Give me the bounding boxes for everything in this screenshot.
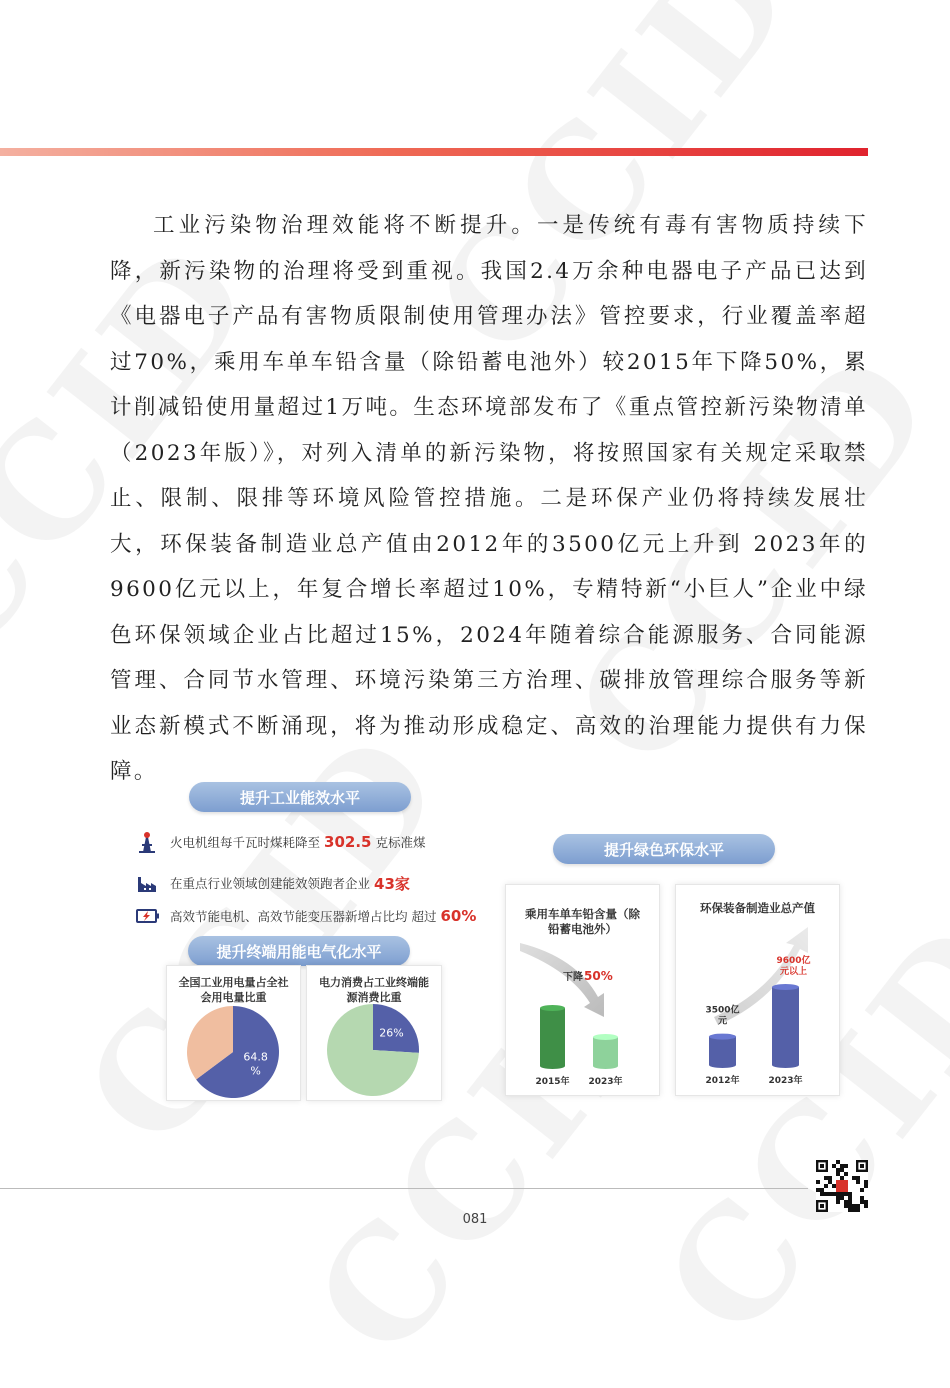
footer-rule bbox=[0, 1188, 808, 1189]
metric-prefix: 在重点行业领域创建能效领跑者企业 bbox=[170, 876, 371, 891]
header-accent-rule bbox=[0, 148, 868, 156]
body-paragraph: 工业污染物治理效能将不断提升。一是传统有毒有害物质持续下降，新污染物的治理将受到重视。我国2.4万余种电器电子产品已达到《电器电子产品有害物质限制使用管理办法》管控要求，行业覆盖率超过70%，乘用车单车铅含量（除铅蓄电池外）较2015年下降50%，累计削减铅使用量超过1万吨。生态环境部发布了《重点管控新污染物清单（2023年版）》，对列入清单的新污染物，将按照国家有关规定采取禁止、限制、限排等环境风险管控措施。二是环保产业仍将持续发展壮大，环保装备制造业总产值由2012年的3500亿元上升到 2023年的9600亿元以上，年复合增长率超过10%，专精特新“小巨人”企业中绿色环保领域企业占比超过15%，2024年随着综合能源服务、合同能源管理、合同节水管理、环境污染第三方治理、碳排放管理综合服务等新业态新模式不断涌现，将为推动形成稳定、高效的治理能力提供有力保障。 bbox=[110, 213, 868, 784]
section-pill-energy-efficiency: 提升工业能效水平 bbox=[189, 782, 411, 812]
metric-value: 302.5 bbox=[324, 833, 372, 851]
metric-value: 43家 bbox=[374, 874, 410, 893]
decrease-annotation-value: 50% bbox=[584, 969, 613, 983]
metric-coal-consumption bbox=[136, 830, 425, 854]
bar bbox=[709, 1034, 736, 1068]
bar-category-label: 2012年 bbox=[705, 1076, 740, 1086]
qr-code bbox=[816, 1160, 868, 1212]
pie-title: 电力消费占工业终端能源消费比重 bbox=[319, 976, 429, 1004]
pie-slice-label: 26% bbox=[379, 1026, 404, 1040]
bar-chart-title: 乘用车单车铅含量（除铅蓄电池外） bbox=[525, 907, 640, 936]
bar-value-label: 3500亿元 bbox=[705, 1005, 740, 1027]
page-number: 081 bbox=[462, 1212, 488, 1227]
bar bbox=[540, 1005, 565, 1069]
section-pill-electrification: 提升终端用能电气化水平 bbox=[188, 936, 410, 966]
battery-charge-icon bbox=[136, 905, 158, 927]
pie-card-power-consumption bbox=[306, 965, 442, 1101]
pie-chart-power-consumption bbox=[326, 1003, 420, 1097]
bar-card-equipment-output bbox=[675, 884, 840, 1096]
metric-value: 60% bbox=[440, 907, 477, 925]
section-pill-green-protection: 提升绿色环保水平 bbox=[553, 834, 775, 864]
bar-card-lead-content bbox=[505, 884, 660, 1096]
metric-suffix: 克标准煤 bbox=[375, 835, 426, 850]
bar-category-label: 2015年 bbox=[535, 1077, 570, 1087]
pie-chart-industrial-electricity bbox=[186, 1005, 280, 1099]
power-plant-icon bbox=[136, 831, 158, 853]
metric-prefix: 火电机组每千瓦时煤耗降至 bbox=[170, 835, 321, 850]
metric-efficiency-leaders bbox=[136, 871, 414, 895]
bar bbox=[593, 1034, 618, 1069]
bar bbox=[772, 984, 799, 1068]
pie-card-industrial-electricity bbox=[166, 965, 301, 1101]
decrease-annotation-prefix: 下降 bbox=[563, 972, 583, 983]
bar-chart-lead-content bbox=[506, 885, 659, 1095]
metric-prefix: 高效节能电机、高效节能变压器新增占比均 超过 bbox=[170, 909, 437, 924]
bar-chart-equipment-output bbox=[676, 885, 839, 1095]
metric-efficient-motors bbox=[136, 904, 480, 928]
factory-icon bbox=[136, 872, 158, 894]
bar-chart-title: 环保装备制造业总产值 bbox=[700, 901, 815, 915]
bar-value-label: 9600亿元以上 bbox=[776, 956, 811, 977]
pie-slice-label: 64.8 % bbox=[243, 1050, 268, 1078]
bar-category-label: 2023年 bbox=[768, 1076, 803, 1086]
pie-title: 全国工业用电量占全社会用电量比重 bbox=[178, 976, 289, 1004]
bar-category-label: 2023年 bbox=[588, 1077, 623, 1087]
